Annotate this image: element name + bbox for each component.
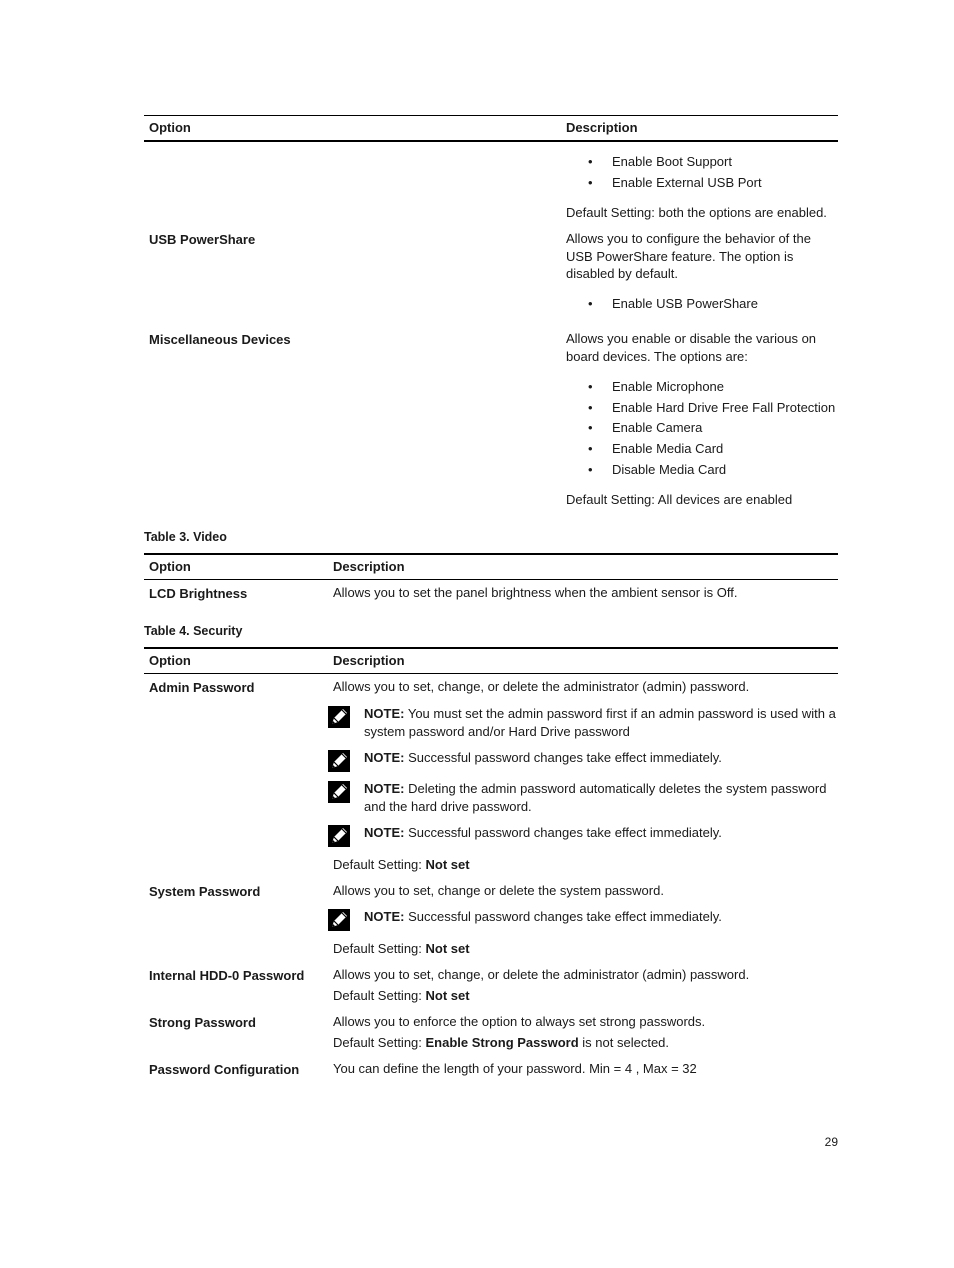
list-item: Enable Boot Support xyxy=(612,154,732,169)
description-miscellaneous-devices: Allows you enable or disable the various on board devices. The options are: xyxy=(566,331,817,364)
description-internal-hdd-password: Allows you to set, change, or delete the administrator (admin) password. xyxy=(333,967,750,982)
bullet-marker: • xyxy=(588,462,593,477)
option-miscellaneous-devices: Miscellaneous Devices xyxy=(149,332,291,347)
column-header-description: Description xyxy=(333,653,405,668)
note-body: Deleting the admin password automatically deletes the system password and the hard drive password. xyxy=(364,781,827,814)
default-label: Default Setting: xyxy=(333,857,422,872)
option-system-password: System Password xyxy=(149,884,261,899)
default-setting: Default Setting: both the options are enabled. xyxy=(566,205,827,220)
note-label: NOTE: xyxy=(364,706,405,721)
list-item: Enable External USB Port xyxy=(612,175,762,190)
table-caption-video: Table 3. Video xyxy=(144,530,227,544)
description-admin-password: Allows you to set, change, or delete the administrator (admin) password. xyxy=(333,679,750,694)
table-top-rule xyxy=(144,115,838,116)
note-pencil-icon xyxy=(328,781,350,803)
note-text xyxy=(364,824,838,842)
option-admin-password: Admin Password xyxy=(149,680,255,695)
default-label: Default Setting: xyxy=(333,988,422,1003)
description-system-password: Allows you to set, change or delete the system password. xyxy=(333,883,664,898)
default-value: Not set xyxy=(425,857,470,872)
bullet-marker: • xyxy=(588,441,593,456)
bullet-marker: • xyxy=(588,420,593,435)
option-strong-password: Strong Password xyxy=(149,1015,256,1030)
note-label: NOTE: xyxy=(364,825,405,840)
list-item: Enable Camera xyxy=(612,420,703,435)
table-top-rule xyxy=(144,647,838,649)
note-pencil-icon xyxy=(328,706,350,728)
page-number: 29 xyxy=(824,1135,838,1149)
default-value: Not set xyxy=(425,988,470,1003)
header-rule xyxy=(144,140,838,142)
note-label: NOTE: xyxy=(364,750,405,765)
default-value: Enable Strong Password xyxy=(425,1035,579,1050)
header-rule xyxy=(144,579,838,580)
bullet-marker: • xyxy=(588,296,593,311)
bullet-marker: • xyxy=(588,379,593,394)
default-suffix: is not selected. xyxy=(582,1035,670,1050)
note-pencil-icon xyxy=(328,909,350,931)
column-header-option: Option xyxy=(149,653,191,668)
note-label: NOTE: xyxy=(364,781,405,796)
note-body: Successful password changes take effect immediately. xyxy=(408,825,722,840)
default-setting xyxy=(333,940,470,958)
description-usb-powershare: Allows you to configure the behavior of the USB PowerShare feature. The option is disabled by default. xyxy=(566,231,811,281)
note-body: You must set the admin password first if an admin password is used with a system password and/or Hard Drive password xyxy=(364,706,836,739)
column-header-description: Description xyxy=(566,120,638,135)
note-text xyxy=(364,705,838,740)
bullet-marker: • xyxy=(588,154,593,169)
list-item: Disable Media Card xyxy=(612,462,727,477)
column-header-description: Description xyxy=(333,559,405,574)
header-rule xyxy=(144,673,838,674)
column-header-option: Option xyxy=(149,120,191,135)
note-label: NOTE: xyxy=(364,909,405,924)
default-setting: Default Setting: All devices are enabled xyxy=(566,492,793,507)
default-setting xyxy=(333,1034,669,1052)
note-text xyxy=(364,908,838,926)
description-lcd-brightness: Allows you to set the panel brightness when the ambient sensor is Off. xyxy=(333,585,738,600)
description-strong-password: Allows you to enforce the option to always set strong passwords. xyxy=(333,1014,706,1029)
note-body: Successful password changes take effect immediately. xyxy=(408,750,722,765)
option-usb-powershare: USB PowerShare xyxy=(149,232,256,247)
default-setting xyxy=(333,987,470,1005)
default-label: Default Setting: xyxy=(333,1035,422,1050)
list-item: Enable Hard Drive Free Fall Protection xyxy=(612,400,836,415)
description-password-configuration: You can define the length of your password. Min = 4 , Max = 32 xyxy=(333,1061,697,1076)
table-top-rule xyxy=(144,553,838,555)
default-label: Default Setting: xyxy=(333,941,422,956)
list-item: Enable Microphone xyxy=(612,379,725,394)
list-item: Enable Media Card xyxy=(612,441,724,456)
option-internal-hdd-password: Internal HDD-0 Password xyxy=(149,968,305,983)
column-header-option: Option xyxy=(149,559,191,574)
note-body: Successful password changes take effect immediately. xyxy=(408,909,722,924)
list-item: Enable USB PowerShare xyxy=(612,296,758,311)
default-setting xyxy=(333,856,470,874)
table-caption-security: Table 4. Security xyxy=(144,624,243,638)
option-lcd-brightness: LCD Brightness xyxy=(149,586,248,601)
option-password-configuration: Password Configuration xyxy=(149,1062,300,1077)
bullet-marker: • xyxy=(588,175,593,190)
note-text xyxy=(364,780,838,815)
default-value: Not set xyxy=(425,941,470,956)
note-text xyxy=(364,749,838,767)
note-pencil-icon xyxy=(328,750,350,772)
note-pencil-icon xyxy=(328,825,350,847)
bullet-marker: • xyxy=(588,400,593,415)
